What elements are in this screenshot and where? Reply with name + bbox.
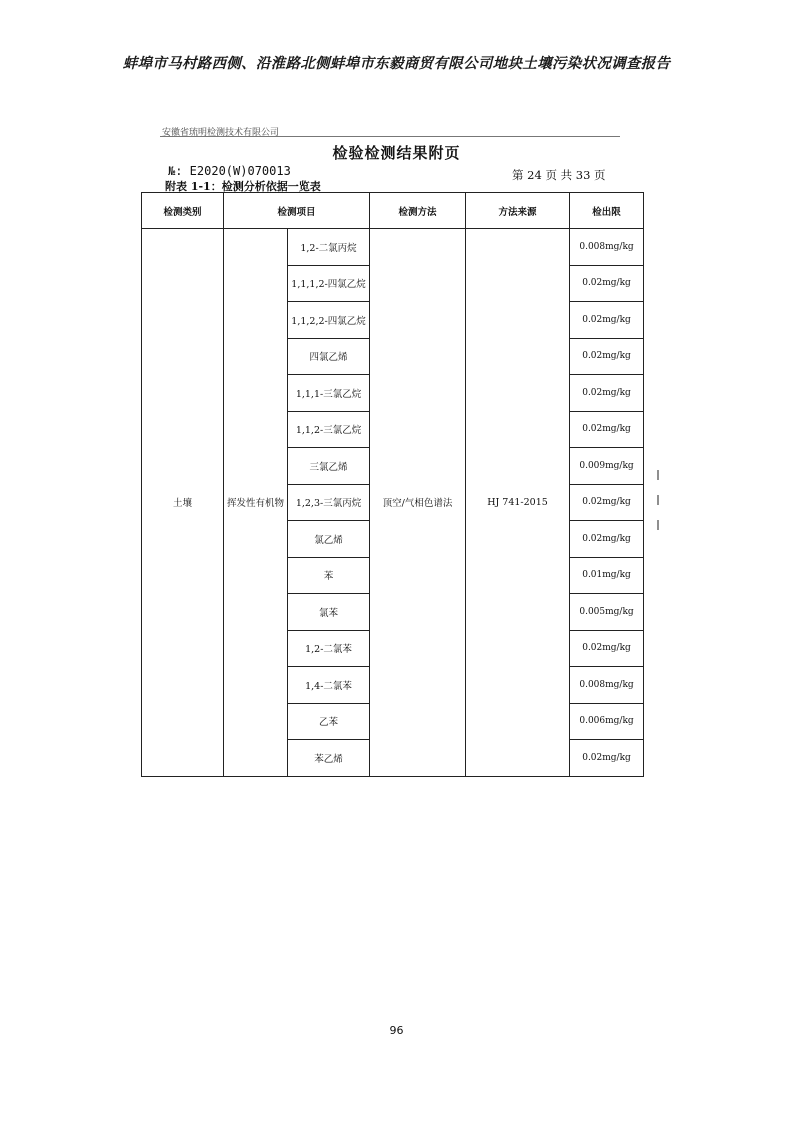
- category-cell: 土壤: [142, 229, 224, 777]
- item-cell: 1,4-二氯苯: [288, 667, 370, 704]
- table-caption: 附表 1-1：检测分析依据一览表: [165, 180, 321, 193]
- table-row: [142, 229, 644, 266]
- scan-artifact: [657, 470, 659, 480]
- limit-cell: 0.02mg/kg: [570, 411, 644, 448]
- limit-cell: 0.02mg/kg: [570, 630, 644, 667]
- item-cell: 1,2-二氯苯: [288, 630, 370, 667]
- item-cell: 氯乙烯: [288, 521, 370, 558]
- table-header-row: [142, 193, 644, 229]
- header-source: 方法来源: [466, 193, 570, 229]
- scan-artifact: [657, 520, 659, 530]
- item-cell: 1,1,1,2-四氯乙烷: [288, 265, 370, 302]
- limit-cell: 0.005mg/kg: [570, 594, 644, 631]
- results-table: [141, 192, 644, 777]
- header-method: 检测方法: [370, 193, 466, 229]
- item-cell: 1,1,1-三氯乙烷: [288, 375, 370, 412]
- header-limit: 检出限: [570, 193, 644, 229]
- table-body: [142, 229, 644, 777]
- limit-cell: 0.02mg/kg: [570, 484, 644, 521]
- item-cell: 乙苯: [288, 703, 370, 740]
- item-cell: 苯: [288, 557, 370, 594]
- item-cell: 苯乙烯: [288, 740, 370, 777]
- item-cell: 1,1,2-三氯乙烷: [288, 411, 370, 448]
- item-cell: 氯苯: [288, 594, 370, 631]
- page-count: 第 24 页 共 33 页: [512, 168, 606, 182]
- source-cell: HJ 741-2015: [466, 229, 570, 777]
- item-cell: 1,2,3-三氯丙烷: [288, 484, 370, 521]
- limit-cell: 0.01mg/kg: [570, 557, 644, 594]
- limit-cell: 0.009mg/kg: [570, 448, 644, 485]
- header-category: 检测类别: [142, 193, 224, 229]
- report-number: №: E2020(W)070013: [168, 164, 291, 178]
- scan-artifact: [657, 495, 659, 505]
- limit-cell: 0.006mg/kg: [570, 703, 644, 740]
- limit-cell: 0.02mg/kg: [570, 265, 644, 302]
- limit-cell: 0.008mg/kg: [570, 667, 644, 704]
- limit-cell: 0.008mg/kg: [570, 229, 644, 266]
- header-item: 检测项目: [224, 193, 370, 229]
- item-cell: 1,1,2,2-四氯乙烷: [288, 302, 370, 339]
- document-title: 检验检测结果附页: [332, 144, 461, 162]
- page-number: 96: [389, 1024, 404, 1037]
- limit-cell: 0.02mg/kg: [570, 302, 644, 339]
- item-cell: 1,2-二氯丙烷: [288, 229, 370, 266]
- limit-cell: 0.02mg/kg: [570, 521, 644, 558]
- item-group-cell: 挥发性有机物: [224, 229, 288, 777]
- limit-cell: 0.02mg/kg: [570, 740, 644, 777]
- header-rule: [160, 136, 620, 137]
- item-cell: 三氯乙烯: [288, 448, 370, 485]
- limit-cell: 0.02mg/kg: [570, 375, 644, 412]
- item-cell: 四氯乙烯: [288, 338, 370, 375]
- method-cell: 顶空/气相色谱法: [370, 229, 466, 777]
- organization-name: 安徽省琉明检测技术有限公司: [162, 128, 280, 138]
- limit-cell: 0.02mg/kg: [570, 338, 644, 375]
- running-header: 蚌埠市马村路西侧、沿淮路北侧蚌埠市东毅商贸有限公司地块土壤污染状况调查报告: [122, 55, 671, 72]
